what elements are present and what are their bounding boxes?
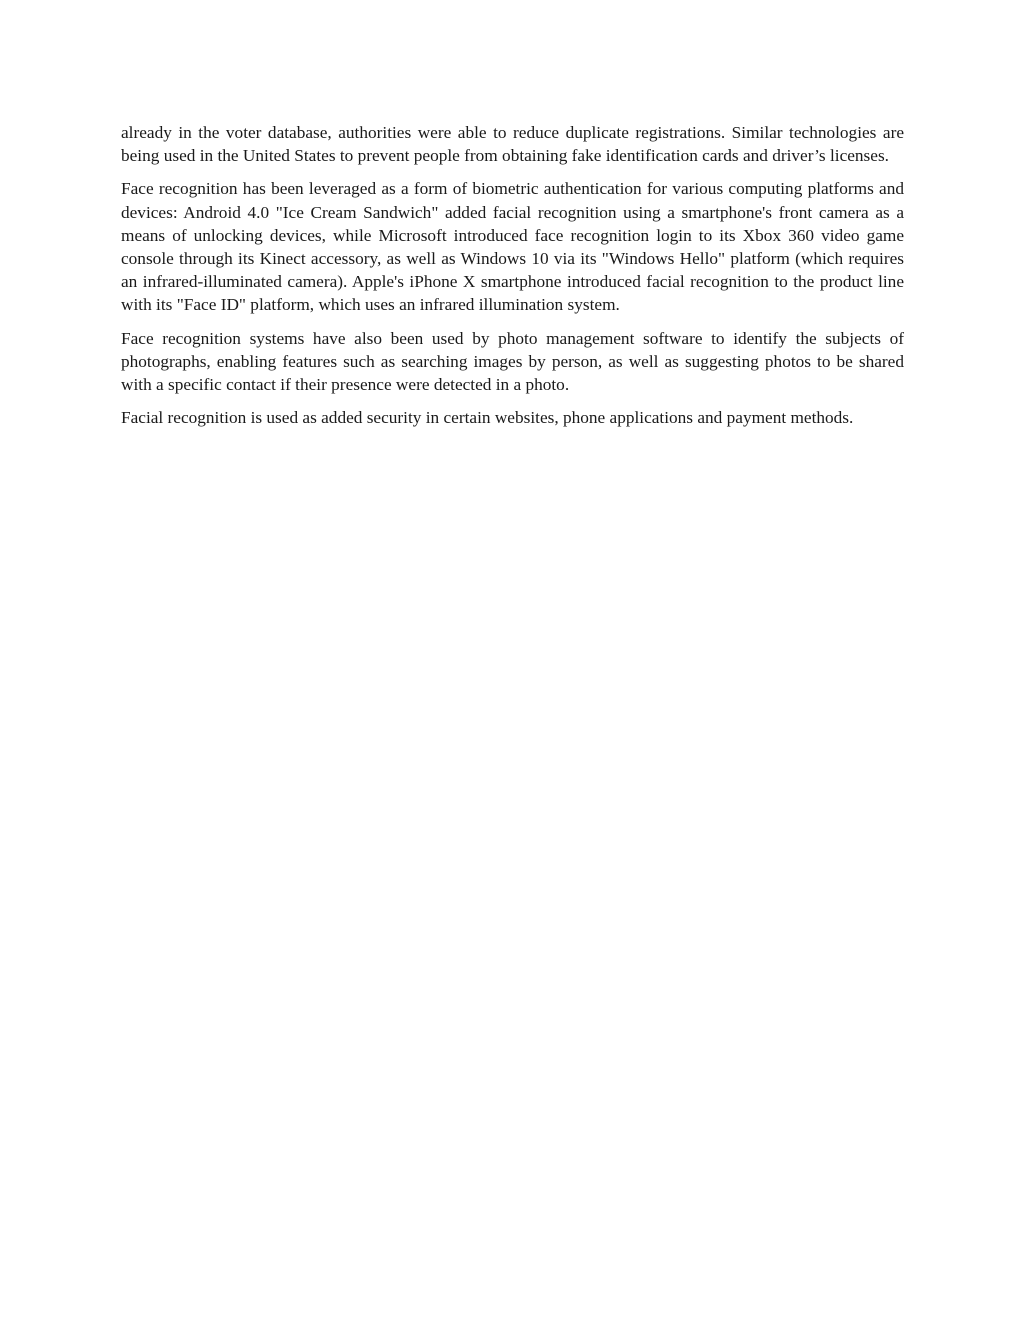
paragraph-voter-database: already in the voter database, authorities were able to reduce duplicate registrations. Similar technologies are being used in the United States to prevent people from obtaining fake identification cards and driver’s licenses. [121, 123, 904, 166]
document-body [121, 121, 904, 439]
paragraph-added-security: Facial recognition is used as added security in certain websites, phone applications and payment methods. [121, 408, 854, 428]
paragraph-photo-management: Face recognition systems have also been used by photo management software to identify the subjects of photographs, enabling features such as searching images by person, as well as suggesting photos to be shared with a specific contact if their presence were detected in a photo. [121, 328, 904, 395]
paragraph-biometric-authentication: Face recognition has been leveraged as a form of biometric authentication for various computing platforms and devices: Android 4.0 "Ice Cream Sandwich" added facial recognition using a smartphone's front camera as a means of unlocking devices, while Microsoft introduced face recognition login to its Xbox 360 video game console through its Kinect accessory, as well as Windows 10 via its "Windows Hello" platform (which requires an infrared-illuminated camera). Apple's iPhone X smartphone introduced facial recognition to the product line with its "Face ID" platform, which uses an infrared illumination system. [121, 179, 904, 315]
